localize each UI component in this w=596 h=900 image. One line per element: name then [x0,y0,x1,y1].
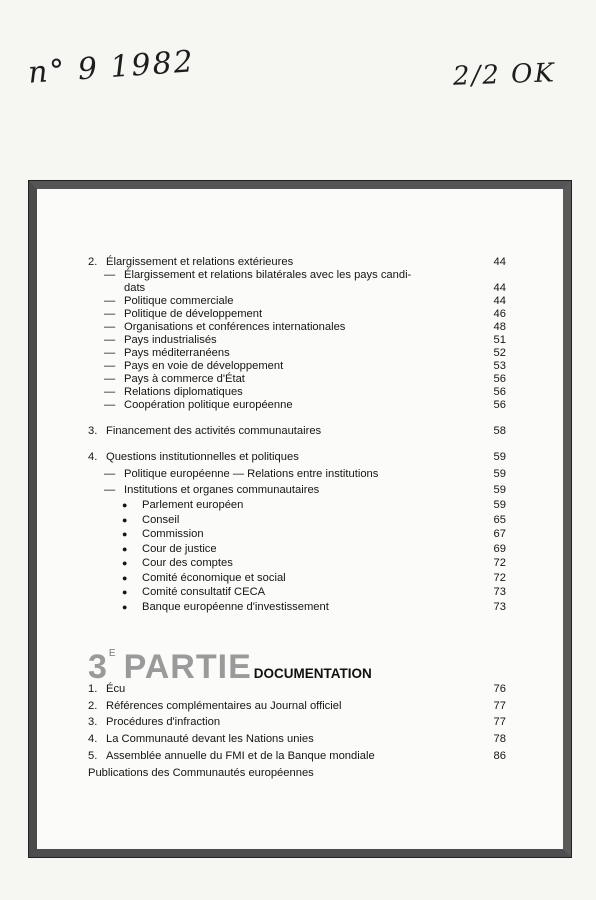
toc-sub-item: — Pays en voie de développement 53 [104,360,506,372]
toc-bullet-item: ● Commission 67 [122,528,506,540]
toc-label: Références complémentaires au Journal officiel [106,699,342,712]
toc-page: 67 [493,528,506,540]
toc-page: 69 [493,542,506,555]
toc-sub-item: — Pays industrialisés 51 [104,334,506,346]
toc-label: Conseil [142,513,180,526]
toc-sub-item: — Politique européenne — Relations entre institutions 59 [88,467,506,483]
toc-label: Procédures d'infraction [106,716,221,729]
doc-item [88,681,506,698]
toc-page: 56 [493,399,506,411]
part-number-suffix: E [108,648,116,659]
toc-label: Cour des comptes [142,557,233,569]
toc-page: 59 [493,483,506,496]
toc-page: 76 [493,683,506,695]
toc-bullet-item: ● Comité économique et social 72 [122,571,506,584]
part-subtitle: DOCUMENTATION [253,666,372,681]
toc-label: Organisations et conférences internationales [124,321,346,333]
toc-label: Pays méditerranéens [124,347,230,359]
toc-bullet-item: ● Parlement européen 59 [122,499,506,511]
toc-page: 77 [493,699,506,712]
part-number: 3 [88,648,107,686]
toc-sub-item: — Politique commerciale 44 [104,295,506,307]
doc-item [88,714,506,731]
toc-bullet-item: ● Banque européenne d'investissement 73 [122,600,506,613]
toc-number: 5. [88,749,98,762]
toc-page: 53 [493,360,506,372]
toc-label: Politique européenne — Relations entre institutions [124,468,379,480]
toc-label: dats [124,282,146,294]
doc-footer-line: Publications des Communautés européennes [88,766,314,779]
toc-label: Pays industrialisés [124,334,217,346]
toc-page: 59 [493,451,506,463]
toc-page: 51 [493,334,506,346]
toc-label: Assemblée annuelle du FMI et de la Banque mondiale [106,749,375,762]
toc-number: 3. [88,716,98,729]
toc-label: Comité consultatif CECA [142,586,266,598]
toc-number: 2. [88,699,98,712]
toc-label: Pays en voie de développement [124,360,284,372]
toc-sub-item: — Organisations et conférences internationales 48 [104,321,506,333]
toc-label: Élargissement et relations bilatérales avec les pays candi- [124,269,412,281]
toc-page: 59 [493,468,506,480]
toc-bullet-item: ● Cour des comptes 72 [122,557,506,569]
toc-number: 4. [88,733,98,746]
toc-label: Politique commerciale [124,295,234,307]
handwritten-issue-note: n° 9 1982 [26,44,196,91]
toc-label: Cour de justice [142,542,217,555]
toc-page: 44 [493,256,506,268]
toc-page: 78 [493,733,506,746]
toc-label: La Communauté devant les Nations unies [106,733,314,746]
toc-label: Questions institutionnelles et politiques [106,451,299,463]
toc-label: Pays à commerce d'État [124,373,245,385]
toc-section-3 [88,425,506,438]
toc-label: Écu [106,683,126,695]
toc-page: 77 [493,716,506,729]
toc-page: 56 [493,386,506,398]
toc-number: 4. [88,451,98,463]
toc-page: 72 [493,557,506,569]
toc-bullet-item: ● Conseil 65 [122,513,506,526]
documentation-list [88,681,506,781]
toc-label: Politique de développement [124,308,263,320]
toc-page: 72 [493,571,506,584]
toc-sub-item: — Coopération politique européenne 56 [104,399,506,411]
doc-item [88,698,506,715]
toc-page: 86 [493,749,506,762]
toc-page: 44 [493,282,506,294]
toc-bullet-item: ● Cour de justice 69 [122,542,506,555]
toc-sub-item-continuation [88,282,506,295]
toc-label: Financement des activités communautaires [106,425,322,437]
toc-page: 46 [493,308,506,320]
toc-section-4 [88,451,506,464]
part-heading [88,644,372,684]
toc-sub-item: — Pays méditerranéens 52 [104,347,506,359]
toc-label: Relations diplomatiques [124,386,243,398]
toc-label: Parlement européen [142,499,244,511]
part-word: PARTIE [123,648,252,686]
toc-page: 44 [493,295,506,307]
toc-sub-item: — Élargissement et relations bilatérales avec les pays candi- [104,269,412,281]
toc-sub-item: — Institutions et organes communautaires 59 [88,483,506,499]
toc-sub-item: — Relations diplomatiques 56 [104,386,506,398]
toc-content [88,256,506,614]
toc-section-2 [88,256,506,269]
toc-label: Comité économique et social [142,571,286,584]
doc-item [88,748,506,765]
toc-number: 2. [88,256,98,268]
toc-page: 56 [493,373,506,385]
toc-sub-item: — Politique de développement 46 [104,308,506,320]
toc-sub-item: — Pays à commerce d'État 56 [104,373,506,385]
toc-number: 1. [88,683,98,695]
toc-label: Banque européenne d'investissement [142,600,329,613]
toc-page: 73 [493,600,506,613]
toc-page: 48 [493,321,506,333]
toc-label: Coopération politique européenne [124,399,293,411]
toc-bullet-item: ● Comité consultatif CECA 73 [122,586,506,598]
toc-label: Institutions et organes communautaires [124,483,320,496]
toc-page: 73 [493,586,506,598]
handwritten-check-note: 2/2 OK [452,58,557,92]
toc-label: Élargissement et relations extérieures [106,256,294,268]
toc-label: Commission [142,528,204,540]
toc-number: 3. [88,425,98,437]
toc-page: 52 [493,347,506,359]
toc-page: 59 [493,499,506,511]
toc-page: 65 [493,513,506,526]
doc-item [88,731,506,748]
toc-page: 58 [493,425,506,437]
